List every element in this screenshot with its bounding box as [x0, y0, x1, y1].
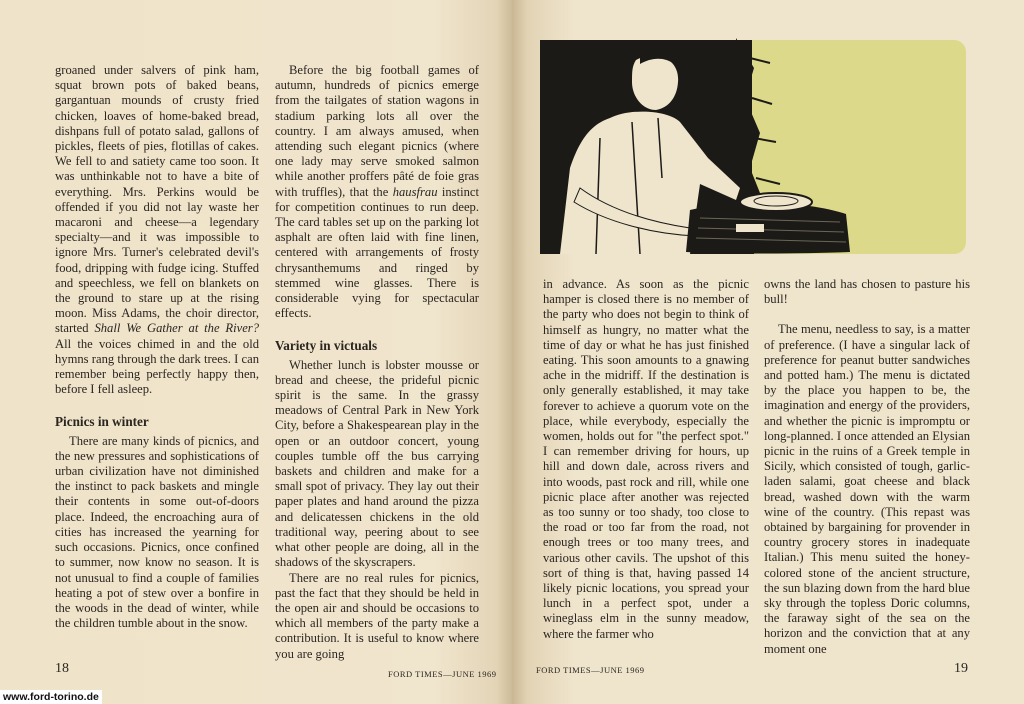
- knife-handle: [736, 224, 764, 232]
- watermark: www.ford-torino.de: [0, 690, 102, 704]
- page-number: 19: [954, 661, 968, 676]
- right-column-2: [764, 277, 970, 657]
- paragraph: Whether lunch is lobster mousse or bread and cheese, the prideful picnic spirit is the same. In the grassy meadows of Central Park in New York City, before a Shakespearean play in the open or an outdoor concert, young couples tumble off the bus carrying baskets and children and make for a small spot of privacy. They lay out their paper plates and hand around the pizza and delicatessen chickens in the old traditional way, peering about to see what other people are doing, all in the shadows of the skyscrapers.: [275, 357, 479, 570]
- paragraph: in advance. As soon as the picnic hamper is closed there is no member of the party who does not begin to think of himself as hungry, no matter what the time of day or what he has just finished eating. This soon amounts to a gnawing ache in the midriff. If the destination is only generally established, it may take forever to achieve a quorum vote on the place, while everybody, especially the women, holds out for "the perfect spot." I can remember driving for hours, up hill and down dale, across rivers and into woods, past rock and rill, while one picnic place after another was rejected as too sunny or too shady, too close to the road or too far from the road, not enough trees or too many trees, and various other cavils. The upshot of this sort of thing is that, having passed 14 likely picnic locations, you spread your lunch in a perfect spot, under a wineglass elm in the sunny meadow, where the farmer who: [543, 277, 749, 641]
- paragraph: owns the land has chosen to pasture his bull!: [764, 277, 970, 307]
- page-number: 18: [55, 661, 69, 676]
- running-head: FORD TIMES—JUNE 1969: [388, 669, 497, 679]
- running-head: FORD TIMES—JUNE 1969: [536, 665, 645, 675]
- right-page: [512, 0, 1024, 704]
- paragraph: There are many kinds of picnics, and the new pressures and sophistications of urban civilization have not diminished the instinct to pack baskets and mingle their contents in some out-of-doors place. Indeed, the encroaching aura of cities has increased the yearning for such occasions. Picnics, once confined to summer, now know no season. It is not unusual to find a couple of families heating a pot of stew over a bonfire in the woods in the dead of winter, while the children tumble about in the snow.: [55, 433, 259, 631]
- paragraph: There are no real rules for picnics, past the fact that they should be held in the open air and should be occasions to which all members of the party make a contribution. It is useful to know where you are going: [275, 570, 479, 661]
- paragraph: Before the big football games of autumn, hundreds of picnics emerge from the tailgates of station wagons in stadium parking lots all over the country. I am always amused, when attending such elegant picnics (where one lady may serve smoked salmon while another proffers pâté de foie gras with truffles), that the hausfrau instinct for competition continues to run deep. The card tables set up on the parking lot asphalt are often laid with fine linen, centered with arrangements of frosty chrysanthemums and ringed by stemmed wine glasses. There is considerable vying for spectacular effects.: [275, 63, 479, 321]
- right-column-1: [543, 277, 749, 642]
- paragraph: groaned under salvers of pink ham, squat brown pots of baked beans, gargantuan mounds of crusty fried chicken, loaves of home-baked bread, dishpans full of potato salad, gallons of pickles, fleets of pies, flotillas of cakes. We fell to and satiety came too soon. It was unthinkable not to have a bite of everything. Mrs. Perkins would be offended if you did not lay waste her macaroni and cheese—a legendary specialty—and it was impossible to ignore Mrs. Turner's celebrated devil's food, dripping with fudge icing. Stuffed and speechless, we fell on blankets on the ground to stare up at the rising moon. Miss Adams, the choir director, started Shall We Gather at the River? All the voices chimed in and the old hymns rang through the dark trees. I can remember being perfectly happy then, before I fell asleep.: [55, 63, 260, 397]
- left-column-2: [275, 63, 479, 662]
- section-heading: Picnics in winter: [55, 414, 149, 430]
- paragraph: The menu, needless to say, is a matter of preference. (I have a singular lack of preference for peanut butter sandwiches and potted ham.) The menu is dictated by the place you happen to be, the imagination and energy of the providers, and whether the picnic is impromptu or long-planned. I once attended an Elysian picnic in the ruins of a Greek temple in Sicily, which consisted of tough, garlic-laden salami, goat cheese and black bread, washed down with the warm wine of the country. (This repast was obtained by bargaining for provender in country grocery stores in inadequate Italian.) This menu suited the honey-colored stone of the ancient structure, the sun blazing down from the hard blue sky through the topless Doric columns, the faraway sight of the sea on the horizon and the conviction that at any moment one: [764, 322, 970, 656]
- left-column-1: [55, 63, 259, 631]
- woodcut-illustration: [540, 38, 966, 258]
- section-heading: Variety in victuals: [275, 338, 378, 354]
